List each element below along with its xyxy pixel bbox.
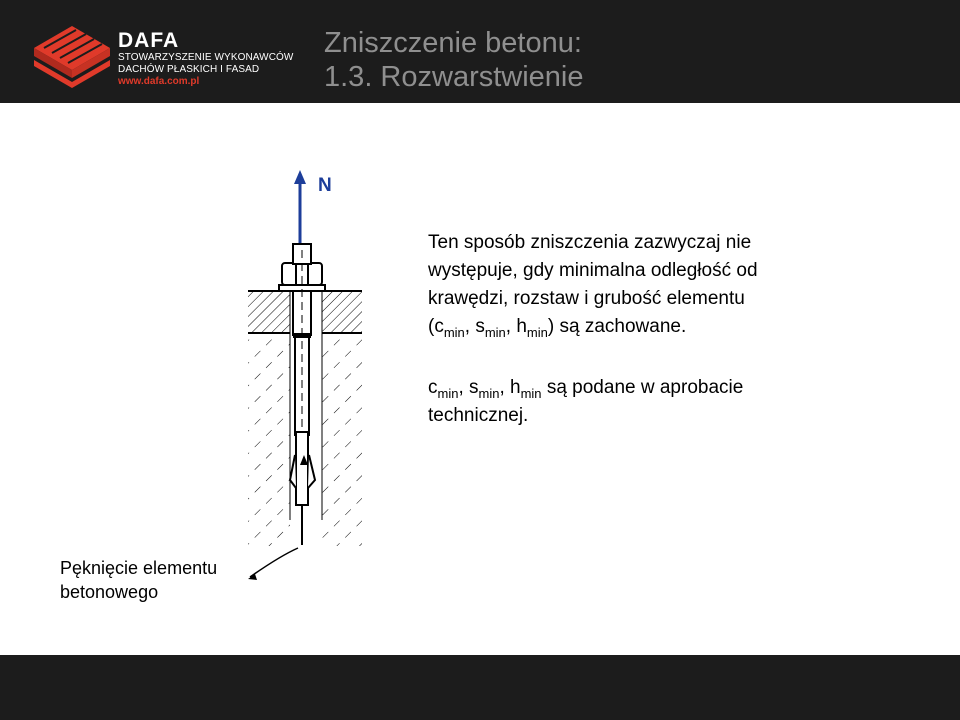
p2-line1: $c_{min}$, $s_{min}$, $h_{min}$ są podane w aprobacie — [428, 377, 744, 401]
paragraph-2 — [428, 374, 868, 430]
title-line-1: Zniszczenie betonu: — [324, 27, 582, 59]
concrete-top-left — [248, 291, 290, 333]
p1-line1: Ten sposób zniszczenia zazwyczaj nie — [428, 232, 752, 253]
crack-caption — [60, 556, 217, 604]
paragraph-1 — [428, 229, 868, 341]
org-line-1: STOWARZYSZENIE WYKONAWCÓW — [118, 52, 294, 63]
concrete-body-right — [322, 334, 362, 546]
org-url: www.dafa.com.pl — [118, 76, 200, 87]
force-label: N — [318, 175, 332, 196]
p2-line2: technicznej. — [428, 405, 529, 426]
org-line-2: DACHÓW PŁASKICH I FASAD — [118, 64, 260, 75]
concrete-body-left — [248, 334, 290, 546]
footer-bar — [0, 655, 960, 720]
concrete-top-right — [322, 291, 362, 333]
crack-pointer-arrow — [250, 548, 298, 577]
p1-line4: ($c_{min}$, $s_{min}$, $h_{min}$) są zachowane. — [428, 316, 687, 340]
org-name: DAFA — [118, 29, 180, 52]
p1-line3: krawędzi, rozstaw i grubość elementu — [428, 288, 745, 309]
caption-line1: Pęknięcie elementu — [60, 558, 218, 578]
p1-line2: występuje, gdy minimalna odległość od — [428, 260, 758, 281]
force-arrowhead — [294, 170, 306, 184]
caption-line2: betonowego — [60, 582, 159, 602]
title-line-2: 1.3. Rozwarstwienie — [324, 61, 584, 93]
expansion-sleeve — [290, 432, 315, 505]
